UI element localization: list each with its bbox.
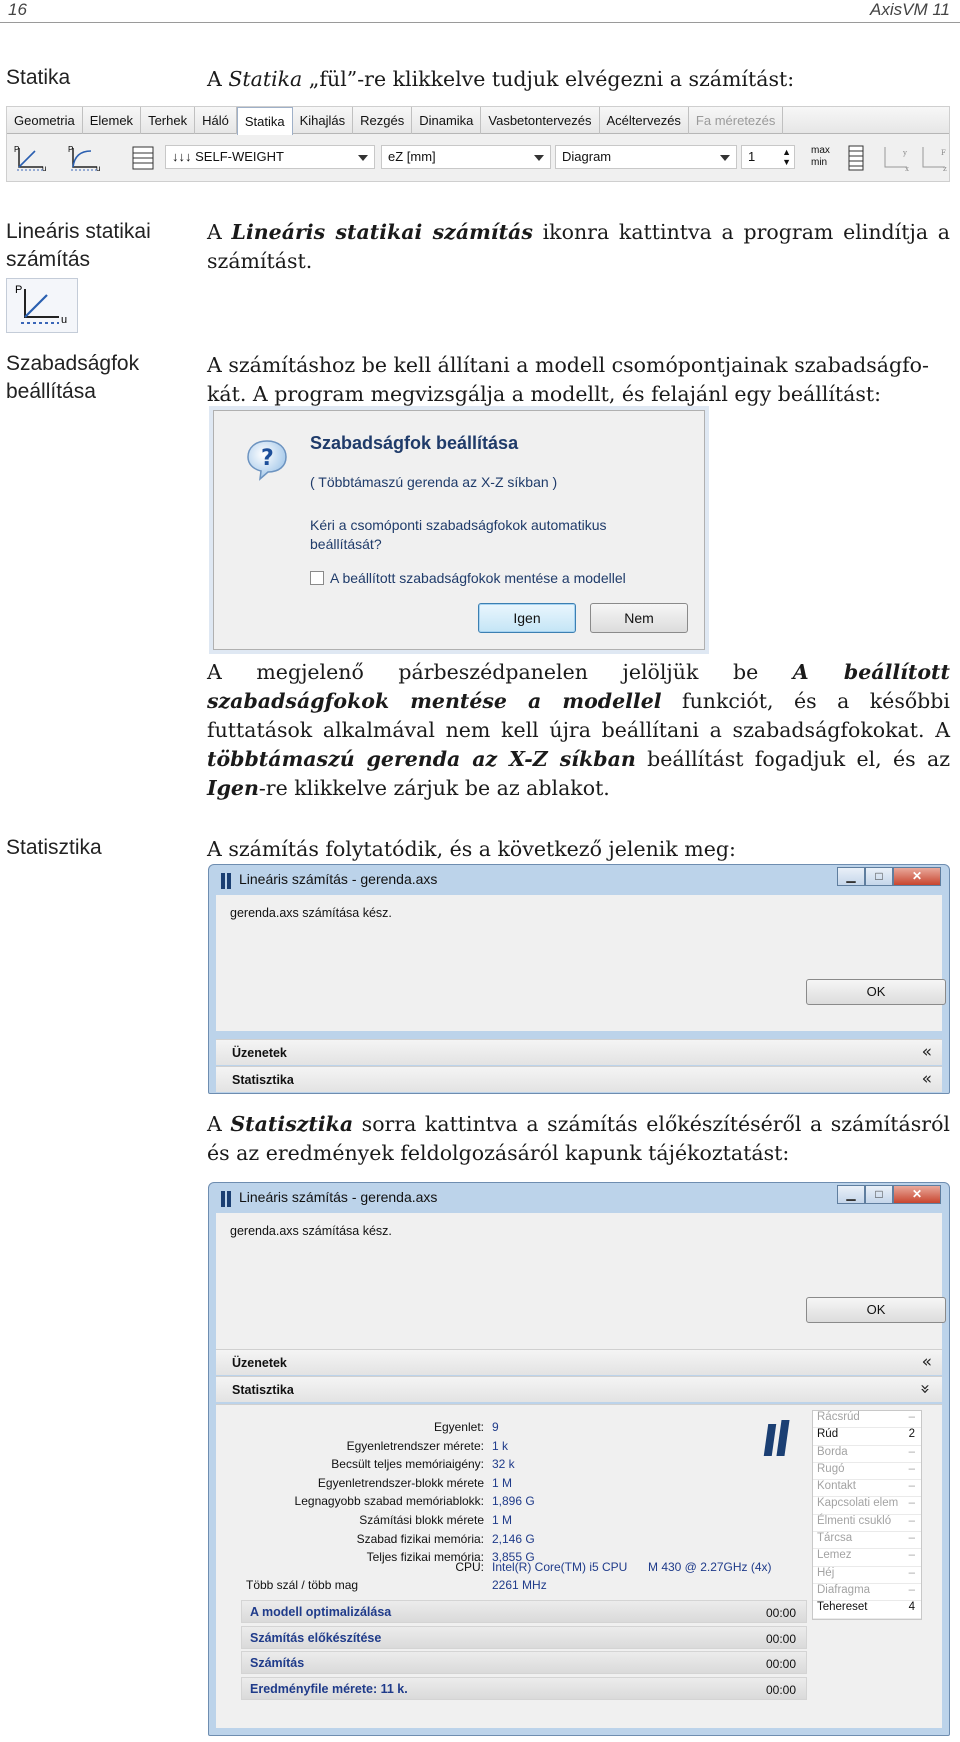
stat-label: Szabad fizikai memória: xyxy=(356,1531,484,1546)
tab-bar xyxy=(7,107,949,134)
chevron-down-icon xyxy=(534,155,544,161)
intro-paragraph: A Statika „fül”-re klikkelve tudjuk elvégezni a számítást: xyxy=(207,67,795,91)
element-type-count: – xyxy=(908,1411,915,1423)
stats-intro-paragraph: A számítás folytatódik, és a következő jelenik meg: xyxy=(207,837,736,861)
element-type-name: Borda xyxy=(817,1445,848,1458)
dialog-title: Szabadságfok beállítása xyxy=(310,433,519,453)
axisvm-logo-icon xyxy=(766,1420,792,1456)
expand-icon: « xyxy=(921,1352,932,1372)
chevron-down-icon xyxy=(358,155,368,161)
minimize-icon[interactable]: ▁ xyxy=(837,1185,865,1204)
element-type-row xyxy=(813,1532,921,1549)
element-type-name: Kontakt xyxy=(817,1480,856,1493)
minimize-icon[interactable]: ▁ xyxy=(837,867,865,886)
messages-panel-header[interactable]: Üzenetek « xyxy=(216,1349,942,1375)
element-type-count: – xyxy=(908,1445,915,1458)
toolbar-row xyxy=(7,143,949,175)
element-type-name: Tárcsa xyxy=(817,1532,853,1545)
svg-text:P: P xyxy=(14,145,20,154)
save-dof-label: A beállított szabadságfokok mentése a modellel xyxy=(330,570,626,586)
stats-panel-header[interactable]: Statisztika « xyxy=(216,1066,942,1092)
tab-2[interactable]: Terhek xyxy=(141,107,195,134)
element-type-name: Héj xyxy=(817,1566,835,1579)
svg-text:?: ? xyxy=(261,446,274,471)
side-heading-dof: Szabadságfok beállítása xyxy=(6,352,140,403)
section-label: Számítás előkészítése xyxy=(250,1630,382,1645)
element-type-row xyxy=(813,1567,921,1584)
messages-panel-header[interactable]: Üzenetek « xyxy=(216,1039,942,1065)
stats-click-paragraph: A Statisztika sorra kattintva a számítás előkészítéséről a számításról és az eredmények feldolgozásáról kapunk tájékoztatást: xyxy=(207,1112,950,1165)
cpu-value: Intel(R) Core(TM) i5 CPU xyxy=(492,1560,628,1574)
tab-7[interactable]: Dinamika xyxy=(412,107,481,134)
stat-value: 9 xyxy=(492,1420,499,1434)
stats-section-row[interactable] xyxy=(241,1677,807,1700)
yes-button[interactable]: Igen xyxy=(478,603,576,633)
window-controls xyxy=(837,867,941,887)
linear-static-icon xyxy=(7,279,77,332)
svg-text:y: y xyxy=(903,149,907,157)
svg-text:z: z xyxy=(943,165,947,173)
element-type-count: – xyxy=(908,1497,915,1510)
element-type-name: Rácsrúd xyxy=(817,1411,860,1423)
element-type-count: – xyxy=(908,1566,915,1579)
svg-text:u: u xyxy=(42,164,47,173)
element-type-count: 4 xyxy=(908,1601,915,1614)
stat-value: 1,896 G xyxy=(492,1494,535,1509)
element-type-row xyxy=(813,1549,921,1566)
window-body xyxy=(216,895,942,1031)
side-heading-statika: Statika xyxy=(6,66,71,89)
axisvm-logo-icon xyxy=(221,1191,233,1207)
svg-text:x: x xyxy=(905,165,909,173)
element-type-count: – xyxy=(908,1480,915,1493)
threads-value: 2261 MHz xyxy=(492,1578,547,1592)
element-type-name: Élmenti csukló xyxy=(817,1514,892,1527)
question-icon xyxy=(244,437,290,483)
status-message: gerenda.axs számítása kész. xyxy=(230,906,392,920)
status-message: gerenda.axs számítása kész. xyxy=(230,1224,392,1238)
section-label: Számítás xyxy=(250,1656,305,1671)
save-dof-checkbox[interactable] xyxy=(310,571,324,585)
tab-1[interactable]: Elemek xyxy=(83,107,141,134)
axisvm-logo-icon xyxy=(221,873,233,889)
load-case-dropdown[interactable]: ↓↓↓ SELF-WEIGHT xyxy=(165,145,375,169)
nonlinear-static-icon[interactable] xyxy=(67,143,103,173)
max-min-toggle[interactable]: max min xyxy=(811,145,830,168)
results-table-icon[interactable] xyxy=(125,143,161,173)
ok-button[interactable]: OK xyxy=(806,1297,946,1323)
stat-label: Legnagyobb szabad memóriablokk: xyxy=(294,1494,484,1509)
stat-label: Egyenletrendszer mérete: xyxy=(346,1438,484,1453)
linear-static-button[interactable] xyxy=(6,278,78,333)
svg-text:P: P xyxy=(68,145,74,154)
close-icon[interactable]: ✕ xyxy=(893,1185,941,1204)
element-type-name: Rugó xyxy=(817,1462,845,1475)
threads-label: Több szál / több mag xyxy=(246,1578,359,1592)
svg-text:u: u xyxy=(96,164,101,173)
tab-4[interactable]: Statika xyxy=(237,107,293,135)
tab-0[interactable]: Geometria xyxy=(7,107,83,134)
stat-label: Egyenlet: xyxy=(433,1420,484,1434)
product-name: AxisVM 11 xyxy=(870,0,950,19)
element-type-count: – xyxy=(908,1532,915,1545)
after-dialog-paragraph: A megjelenő párbeszédpanelen jelöljük be A beállított szabadságfokok mentése a modellel funkciót, és a későbbi futtatások alkalmával nem kell újra beállítani a szabadságfokokat. A többtámaszú gerenda az X-Z síkban beállítást fogadjuk el, és az Igen-re klikkelve zárjuk be az ablakot. xyxy=(207,660,950,800)
linear-paragraph: A Lineáris statikai számítás ikonra kattintva a program elindítja a számítást. xyxy=(207,220,950,273)
element-type-row xyxy=(813,1584,921,1601)
stat-value: 1 M xyxy=(492,1475,513,1490)
maximize-icon[interactable]: □ xyxy=(865,867,893,886)
collapse-icon: » xyxy=(914,1383,935,1395)
element-type-count: – xyxy=(908,1462,915,1475)
cpu-label: CPU: xyxy=(455,1560,484,1574)
element-type-name: Kapcsolati elem xyxy=(817,1497,899,1510)
section-label: Eredményfile mérete: 11 k. xyxy=(250,1681,408,1696)
tab-3[interactable]: Háló xyxy=(195,107,237,134)
element-type-row xyxy=(813,1446,921,1463)
stat-value: 1 M xyxy=(492,1513,513,1527)
display-mode-dropdown[interactable]: Diagram xyxy=(555,145,737,169)
element-type-name: Rúd xyxy=(817,1428,839,1441)
element-type-row xyxy=(813,1480,921,1497)
stat-label: Számítási blokk mérete xyxy=(359,1513,484,1527)
stat-value: 2,146 G xyxy=(492,1531,535,1546)
no-button[interactable]: Nem xyxy=(590,603,688,633)
section-time: 00:00 xyxy=(765,1631,796,1646)
element-type-count: 2 xyxy=(908,1428,915,1441)
tab-5[interactable]: Kihajlás xyxy=(293,107,354,134)
cpu-extra: M 430 @ 2.27GHz (4x) xyxy=(648,1560,772,1574)
load-case-icon: ↓↓↓ xyxy=(172,149,196,164)
stat-value: 32 k xyxy=(492,1457,515,1472)
window-title: Lineáris számítás - gerenda.axs xyxy=(239,871,438,887)
section-time: 00:00 xyxy=(765,1606,796,1620)
element-type-list xyxy=(812,1410,922,1620)
svg-text:P: P xyxy=(15,284,23,296)
tab-9[interactable]: Acéltervezés xyxy=(600,107,689,134)
dof-dialog xyxy=(213,410,705,650)
header-rule xyxy=(0,22,960,23)
component-dropdown[interactable]: eZ [mm] xyxy=(381,145,551,169)
stats-section-row[interactable] xyxy=(241,1626,807,1649)
side-heading-linear: Lineáris statikai számítás xyxy=(6,220,151,271)
tab-6[interactable]: Rezgés xyxy=(353,107,412,134)
tab-8[interactable]: Vasbetontervezés xyxy=(481,107,599,134)
element-type-count: – xyxy=(908,1514,915,1527)
stat-label: Egyenletrendszer-blokk mérete xyxy=(317,1475,484,1490)
element-type-row xyxy=(813,1411,921,1428)
window-controls xyxy=(837,1185,941,1205)
expand-icon: « xyxy=(921,1069,932,1089)
stat-value: 1 k xyxy=(492,1438,509,1453)
svg-text:F: F xyxy=(941,149,946,157)
dof-paragraph: A számításhoz be kell állítani a modell csomópontjainak szabadságfo- kát. A program megvizsgálja a modellt, és felajánl egy beállítást: xyxy=(207,353,929,406)
side-heading-stats: Statisztika xyxy=(6,836,102,859)
scale-stepper[interactable]: 1 ▲ ▼ xyxy=(741,145,795,169)
stats-panel-header[interactable]: Statisztika » xyxy=(216,1376,942,1402)
diagram-axis-icon[interactable] xyxy=(879,143,915,173)
page-number: 16 xyxy=(8,0,27,19)
svg-text:u: u xyxy=(61,314,68,326)
element-type-name: Lemez xyxy=(817,1549,852,1562)
stat-label: Teljes fizikai memória: xyxy=(366,1550,484,1565)
element-type-row xyxy=(813,1463,921,1480)
element-type-row xyxy=(813,1601,921,1618)
spin-icon: ▲ ▼ xyxy=(782,147,791,167)
stat-value: 3,855 G xyxy=(492,1550,535,1565)
dialog-subtitle: ( Többtámaszú gerenda az X-Z síkban ) xyxy=(310,474,558,490)
dialog-question: Kéri a csomóponti szabadságfokok automatikus beállítását? xyxy=(310,517,607,552)
linear-static-icon[interactable] xyxy=(13,143,49,173)
element-type-count: – xyxy=(908,1583,915,1596)
stat-label: Becsült teljes memóriaigény: xyxy=(331,1457,484,1472)
stats-section-row[interactable] xyxy=(241,1651,807,1674)
maximize-icon[interactable]: □ xyxy=(865,1185,893,1204)
tab-10[interactable]: Fa méretezés xyxy=(689,107,783,134)
window-body xyxy=(216,1213,942,1349)
stats-section-row[interactable] xyxy=(241,1600,807,1623)
calc-window-collapsed xyxy=(208,864,950,1094)
section-time: 00:00 xyxy=(765,1657,796,1672)
animation-icon[interactable] xyxy=(843,143,869,173)
close-icon[interactable]: ✕ xyxy=(893,867,941,886)
element-type-name: Tehereset xyxy=(817,1601,868,1614)
force-axis-icon[interactable] xyxy=(917,143,953,173)
element-type-name: Diafragma xyxy=(817,1583,871,1596)
element-type-row xyxy=(813,1515,921,1532)
element-type-row xyxy=(813,1428,921,1445)
element-type-count: – xyxy=(908,1549,915,1562)
window-title: Lineáris számítás - gerenda.axs xyxy=(239,1189,438,1205)
statika-toolbar xyxy=(6,106,950,182)
element-type-row xyxy=(813,1497,921,1514)
section-time: 00:00 xyxy=(765,1682,796,1697)
section-label: A modell optimalizálása xyxy=(250,1605,392,1619)
chevron-down-icon xyxy=(720,155,730,161)
ok-button[interactable]: OK xyxy=(806,979,946,1005)
expand-icon: « xyxy=(921,1042,932,1062)
